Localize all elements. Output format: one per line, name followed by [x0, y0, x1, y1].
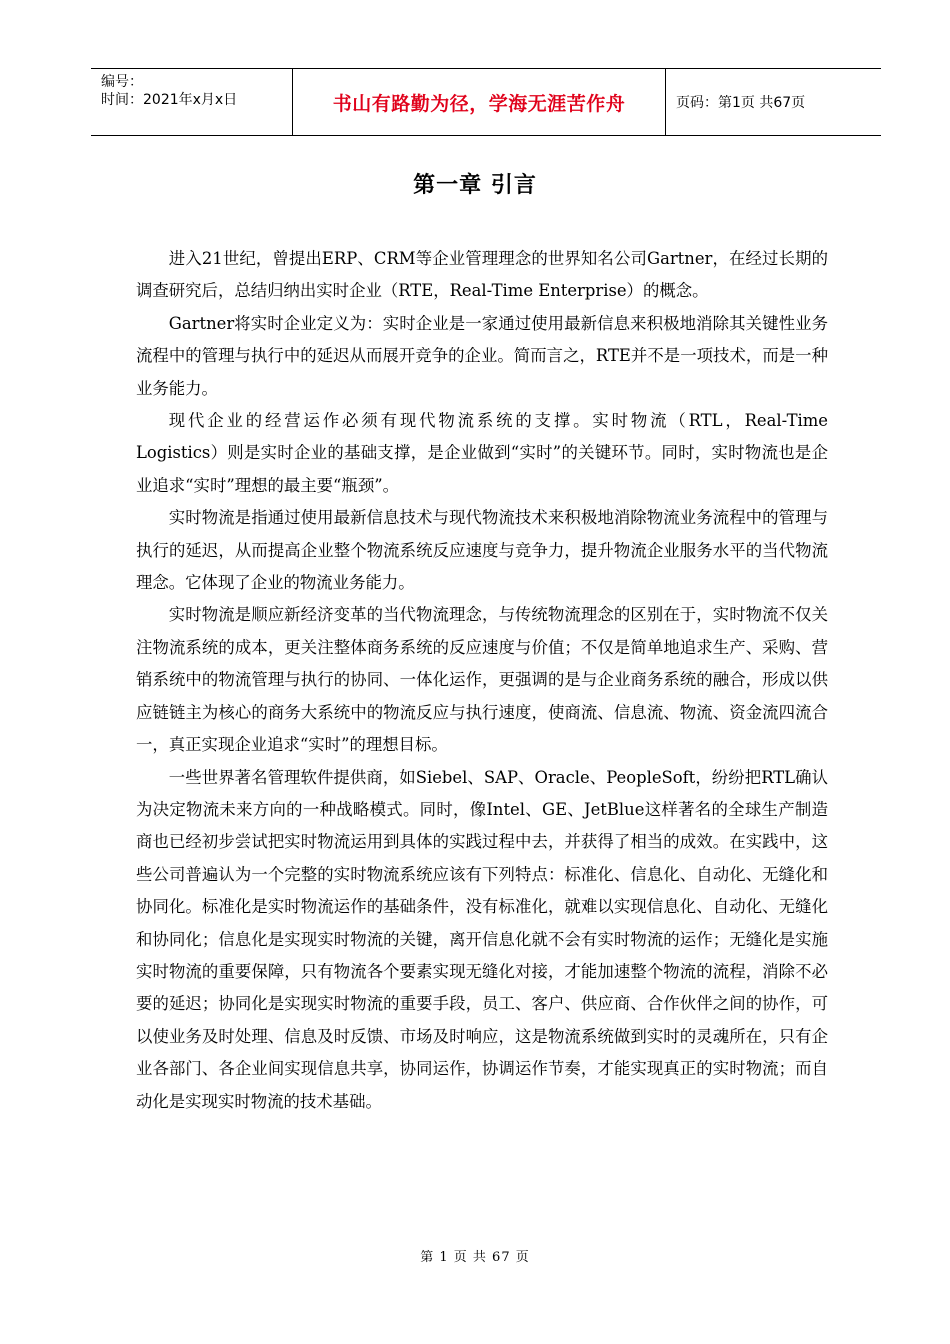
page-footer: 第 1 页 共 67 页 — [420, 1250, 530, 1265]
paragraph: 实时物流是指通过使用最新信息技术与现代物流技术来积极地消除物流业务流程中的管理与执行的延迟，从而提高企业整个物流系统反应速度与竞争力，提升物流企业服务水平的当代物流理念。它体现了企业的物流业务能力。 — [136, 508, 828, 593]
page-info: 页码：第1页 共67页 — [676, 95, 806, 111]
time-label: 时间：2021年x月x日 — [101, 92, 238, 108]
paragraph: 实时物流是顺应新经济变革的当代物流理念，与传统物流理念的区别在于，实时物流不仅关注物流系统的成本，更关注整体商务系统的反应速度与价值；不仅是简单地追求生产、采购、营销系统中的物流管理与执行的协同、一体化运作，更强调的是与企业商务系统的融合，形成以供应链链主为核心的商务大系统中的物流反应与执行速度，使商流、信息流、物流、资金流四流合一，真正实现企业追求“实时”的理想目标。 — [136, 605, 828, 755]
document-body — [136, 243, 828, 1118]
number-label: 编号： — [101, 74, 143, 90]
document-header — [91, 68, 881, 136]
header-motto-cell — [293, 69, 666, 135]
chapter-title: 第一章 引言 — [413, 173, 537, 198]
paragraph: 一些世界著名管理软件提供商，如Siebel、SAP、Oracle、PeopleSoft，纷纷把RTL确认为决定物流未来方向的一种战略模式。同时，像Intel、GE、JetBlue这样著名的全球生产制造商也已经初步尝试把实时物流运用到具体的实践过程中去，并获得了相当的成效。在实践中，这些公司普遍认为一个完整的实时物流系统应该有下列特点：标准化、信息化、自动化、无缝化和协同化。标准化是实时物流运作的基础条件，没有标准化，就难以实现信息化、自动化、无缝化和协同化；信息化是实现实时物流的关键，离开信息化就不会有实时物流的运作；无缝化是实施实时物流的重要保障，只有物流各个要素实现无缝化对接，才能加速整个物流的流程，消除不必要的延迟；协同化是实现实时物流的重要手段，员工、客户、供应商、合作伙伴之间的协作，可以使业务及时处理、信息及时反馈、市场及时响应，这是物流系统做到实时的灵魂所在，只有企业各部门、各企业间实现信息共享，协同运作，协调运作节奏，才能实现真正的实时物流；而自动化是实现实时物流的技术基础。 — [136, 767, 828, 1111]
motto-text: 书山有路勤为径，学海无涯苦作舟 — [332, 92, 626, 115]
paragraph: 进入21世纪，曾提出ERP、CRM等企业管理理念的世界知名公司Gartner，在经过长期的调查研究后，总结归纳出实时企业（RTE，Real-Time Enterprise）的概念。 — [136, 249, 828, 301]
header-meta-cell — [91, 69, 293, 135]
header-page-cell — [666, 69, 881, 135]
paragraph: Gartner将实时企业定义为：实时企业是一家通过使用最新信息来积极地消除其关键性业务流程中的管理与执行中的延迟从而展开竞争的企业。简而言之，RTE并不是一项技术，而是一种业务能力。 — [136, 313, 828, 398]
paragraph: 现代企业的经营运作必须有现代物流系统的支撑。实时物流（RTL，Real-Time Logistics）则是实时企业的基础支撑，是企业做到“实时”的关键环节。同时，实时物流也是企业追求“实时”理想的最主要“瓶颈”。 — [136, 411, 828, 495]
